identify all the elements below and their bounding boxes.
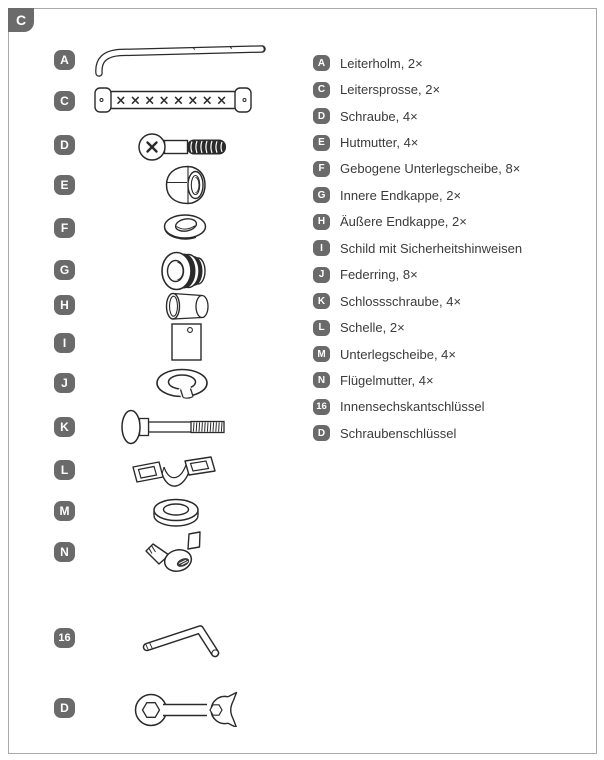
inner-end-cap-illustration-icon: [156, 248, 208, 292]
parts-list-row: [313, 235, 522, 261]
legend-label: Hutmutter, 4×: [340, 135, 419, 151]
wrench-illustration-icon: [133, 687, 241, 727]
wing-nut-illustration-icon: [144, 530, 206, 576]
cap-nut-illustration-icon: [162, 163, 208, 207]
legend-badge: C: [313, 82, 330, 98]
ladder-rail-illustration-icon: [90, 44, 270, 78]
outer-end-cap-illustration-icon: [163, 290, 211, 322]
legend-label: Innensechskantschlüssel: [340, 399, 485, 415]
legend-badge: J: [313, 267, 330, 283]
legend-badge: M: [313, 346, 330, 362]
legend-label: Federring, 8×: [340, 267, 418, 283]
legend-label: Leitersprosse, 2×: [340, 82, 441, 98]
legend-badge: F: [313, 161, 330, 177]
legend-label: Äußere Endkappe, 2×: [340, 214, 467, 230]
parts-list: [313, 50, 522, 447]
legend-badge: G: [313, 187, 330, 203]
legend-badge: A: [313, 55, 330, 71]
carriage-bolt-illustration-icon: [118, 405, 233, 449]
part-badge-n: N: [54, 542, 75, 562]
parts-list-row: [313, 341, 522, 367]
legend-label: Unterlegscheibe, 4×: [340, 346, 456, 362]
legend-label: Innere Endkappe, 2×: [340, 187, 462, 203]
parts-list-row: [313, 76, 522, 102]
flat-washer-illustration-icon: [150, 497, 202, 527]
legend-label: Leiterholm, 2×: [340, 55, 423, 71]
part-badge-e: E: [54, 175, 75, 195]
parts-list-row: [313, 50, 522, 76]
legend-badge: N: [313, 372, 330, 388]
ladder-rung-illustration-icon: [93, 86, 253, 114]
part-badge-k: K: [54, 417, 75, 437]
parts-list-row: [313, 394, 522, 420]
legend-label: Gebogene Unterlegscheibe, 8×: [340, 161, 521, 177]
part-badge-g: G: [54, 260, 75, 280]
legend-label: Schraube, 4×: [340, 108, 418, 124]
svg-text:××××××××: ××××××××: [115, 93, 231, 109]
parts-list-row: [313, 129, 522, 155]
legend-label: Schelle, 2×: [340, 320, 405, 336]
spring-washer-illustration-icon: [152, 366, 214, 402]
legend-badge: D: [313, 425, 330, 441]
phillips-screw-illustration-icon: [138, 127, 230, 167]
legend-badge: 16: [313, 399, 330, 415]
parts-list-row: [313, 103, 522, 129]
part-badge-d-tool: D: [54, 698, 75, 718]
legend-badge: E: [313, 135, 330, 151]
legend-label: Schild mit Sicherheitshinweisen: [340, 240, 523, 256]
figure-section-badge: C: [8, 8, 34, 32]
part-badge-d: D: [54, 135, 75, 155]
parts-list-row: [313, 182, 522, 208]
legend-label: Schraubenschlüssel: [340, 425, 457, 441]
legend-badge: H: [313, 214, 330, 230]
part-badge-i: I: [54, 333, 75, 353]
part-badge-l: L: [54, 460, 75, 480]
allen-key-illustration-icon: [138, 622, 226, 660]
parts-list-row: [313, 314, 522, 340]
clamp-illustration-icon: [123, 449, 223, 495]
part-badge-f: F: [54, 218, 75, 238]
parts-list-row: [313, 288, 522, 314]
parts-list-row: [313, 209, 522, 235]
part-badge-j: J: [54, 373, 75, 393]
legend-label: Schlossschraube, 4×: [340, 293, 462, 309]
parts-list-row: [313, 420, 522, 446]
part-badge-c: C: [54, 91, 75, 111]
parts-list-row: [313, 367, 522, 393]
legend-badge: D: [313, 108, 330, 124]
parts-list-row: [313, 156, 522, 182]
part-badge-a: A: [54, 50, 75, 70]
safety-label-tag-illustration-icon: [168, 321, 206, 365]
curved-washer-illustration-icon: [160, 211, 210, 245]
part-badge-16: 16: [54, 628, 75, 648]
legend-badge: I: [313, 240, 330, 256]
legend-badge: L: [313, 320, 330, 336]
legend-label: Flügelmutter, 4×: [340, 372, 434, 388]
part-badge-m: M: [54, 501, 75, 521]
part-badge-h: H: [54, 295, 75, 315]
legend-badge: K: [313, 293, 330, 309]
parts-list-row: [313, 262, 522, 288]
